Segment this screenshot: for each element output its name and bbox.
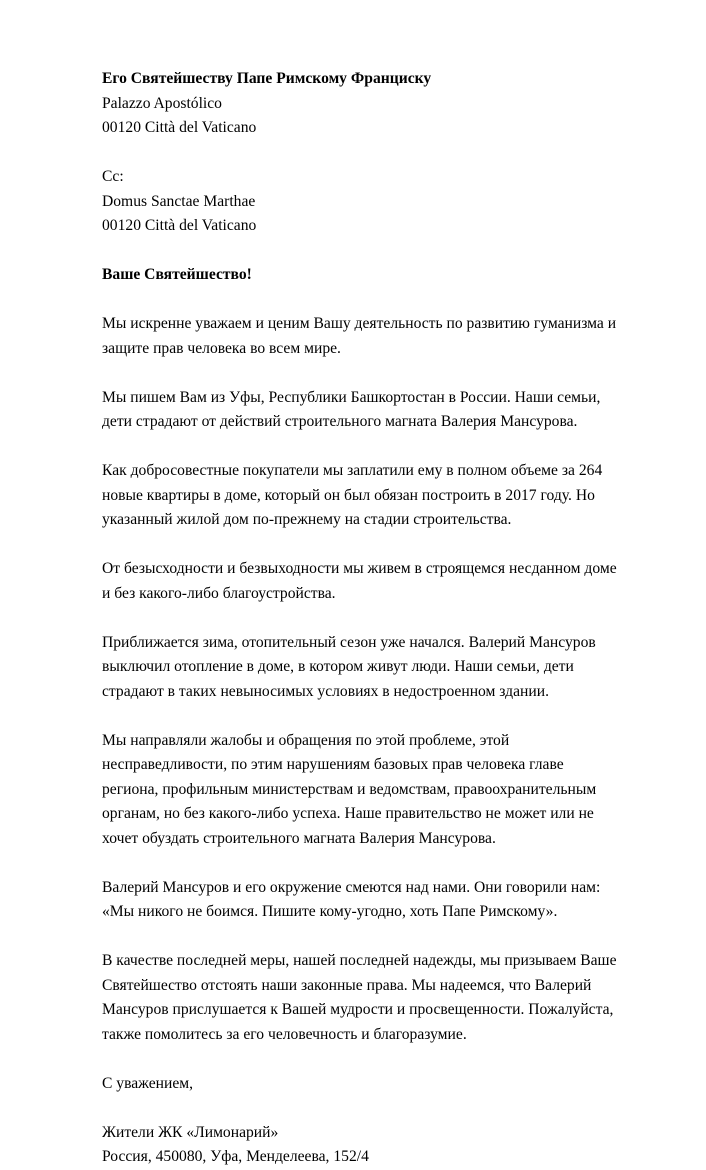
paragraph-line: и без какого-либо благоустройства. bbox=[102, 584, 336, 602]
salutation: Ваше Святейшество! bbox=[102, 266, 252, 283]
letter-body bbox=[102, 67, 672, 1170]
paragraph-line: новые квартиры в доме, который он был обязан построить в 2017 году. Но bbox=[102, 486, 595, 504]
paragraph-line: Валерий Мансуров и его окружение смеются над нами. Они говорили нам: bbox=[102, 878, 601, 896]
spacer bbox=[102, 239, 672, 264]
paragraph-line: региона, профильным министерствам и ведомствам, правоохранительным bbox=[102, 780, 597, 798]
paragraph-line: также помолитесь за его человечность и благоразумие. bbox=[102, 1025, 467, 1043]
paragraph-line: защите прав человека во всем мире. bbox=[102, 339, 341, 357]
paragraph-1 bbox=[102, 312, 672, 361]
paragraph-2 bbox=[102, 386, 672, 435]
salutation-block bbox=[102, 263, 672, 288]
paragraph-line: Мы искренне уважаем и ценим Вашу деятельность по развитию гуманизма и bbox=[102, 315, 617, 332]
spacer bbox=[102, 141, 672, 166]
cc-line-1: Domus Sanctae Marthae bbox=[102, 192, 256, 210]
spacer bbox=[102, 1047, 672, 1072]
address-line-2: 00120 Città del Vaticano bbox=[102, 119, 257, 136]
spacer bbox=[102, 925, 672, 950]
cc-line-2: 00120 Città del Vaticano bbox=[102, 217, 257, 234]
spacer bbox=[102, 435, 672, 460]
address-line-1: Palazzo Apostólico bbox=[102, 94, 222, 112]
cc-block bbox=[102, 165, 672, 239]
paragraph-4 bbox=[102, 557, 672, 606]
paragraph-line: несправедливости, по этим нарушениям базовых прав человека главе bbox=[102, 756, 564, 773]
spacer bbox=[102, 851, 672, 876]
paragraph-line: указанный жилой дом по-прежнему на стадии строительства. bbox=[102, 511, 512, 528]
spacer bbox=[102, 606, 672, 631]
recipient-name: Его Святейшеству Папе Римскому Франциску bbox=[102, 70, 432, 87]
paragraph-line: Приближается зима, отопительный сезон уже начался. Валерий Мансуров bbox=[102, 633, 596, 651]
signature-line-2: Россия, 450080, Уфа, Менделеева, 152/4 bbox=[102, 1148, 369, 1165]
paragraph-line: Как добросовестные покупатели мы заплатили ему в полном объеме за 264 bbox=[102, 462, 603, 479]
closing-block bbox=[102, 1072, 672, 1097]
paragraph-8 bbox=[102, 949, 672, 1047]
signature-block bbox=[102, 1121, 672, 1170]
paragraph-line: «Мы никого не боимся. Пишите кому-угодно, хоть Папе Римскому». bbox=[102, 903, 558, 920]
closing: С уважением, bbox=[102, 1074, 194, 1092]
paragraph-line: Мансуров прислушается к Вашей мудрости и просвещенности. Пожалуйста, bbox=[102, 1001, 614, 1018]
paragraph-6 bbox=[102, 729, 672, 852]
paragraph-line: Святейшество отстоять наши законные права. Мы надеемся, что Валерий bbox=[102, 976, 592, 994]
paragraph-line: органам, но без какого-либо успеха. Наше правительство не может или не bbox=[102, 805, 594, 822]
paragraph-5 bbox=[102, 631, 672, 705]
spacer bbox=[102, 533, 672, 558]
spacer bbox=[102, 361, 672, 386]
paragraph-line: От безысходности и безвыходности мы живем в строящемся несданном доме bbox=[102, 560, 617, 577]
paragraph-line: выключил отопление в доме, в котором живут люди. Наши семьи, дети bbox=[102, 658, 574, 675]
paragraph-3 bbox=[102, 459, 672, 533]
spacer bbox=[102, 1096, 672, 1121]
cc-label: Cc: bbox=[102, 168, 124, 185]
signature-line-1: Жители ЖК «Лимонарий» bbox=[102, 1123, 279, 1141]
paragraph-line: дети страдают от действий строительного магната Валерия Мансурова. bbox=[102, 413, 578, 430]
address-block bbox=[102, 67, 672, 141]
paragraph-line: страдают в таких невыносимых условиях в недостроенном здании. bbox=[102, 682, 549, 700]
paragraph-line: В качестве последней меры, нашей последней надежды, мы призываем Ваше bbox=[102, 952, 617, 969]
spacer bbox=[102, 704, 672, 729]
paragraph-line: Мы пишем Вам из Уфы, Республики Башкортостан в России. Наши семьи, bbox=[102, 388, 601, 406]
paragraph-line: Мы направляли жалобы и обращения по этой проблеме, этой bbox=[102, 731, 510, 749]
paragraph-line: хочет обуздать строительного магната Валерия Мансурова. bbox=[102, 829, 496, 847]
paragraph-7 bbox=[102, 876, 672, 925]
spacer bbox=[102, 288, 672, 313]
